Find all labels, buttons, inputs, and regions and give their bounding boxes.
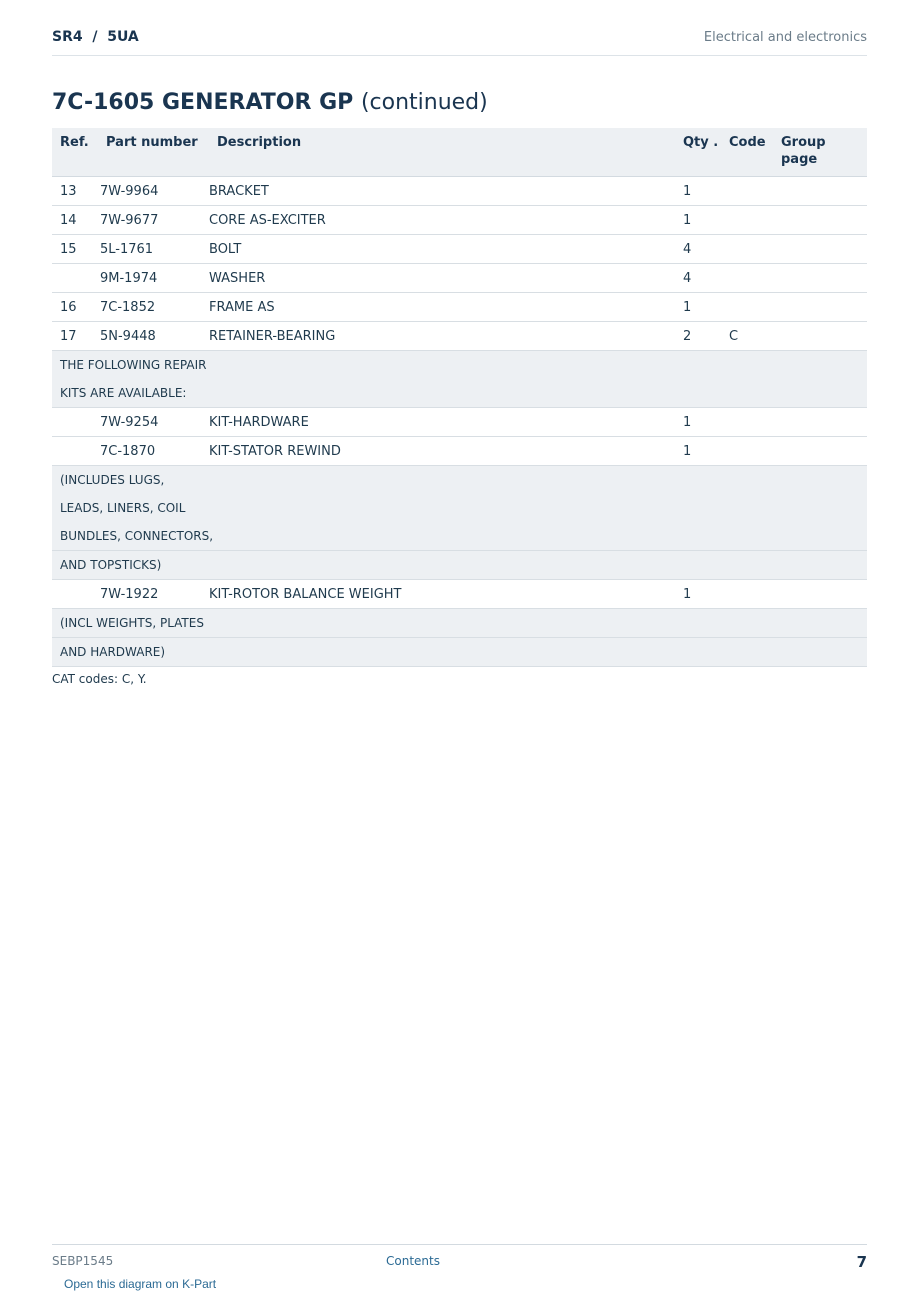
ref-cell: 14 [52,206,98,235]
note-line: LEADS, LINERS, COIL [60,501,186,515]
column-header-description: Description [209,128,682,177]
group-page-cell [781,437,867,466]
table-row [52,322,867,351]
group-page-cell [781,206,867,235]
description-cell: WASHER [209,264,682,293]
ref-cell [52,264,98,293]
qty-cell: 1 [682,177,728,206]
group-page-cell [781,177,867,206]
description-cell: BRACKET [209,177,682,206]
code-cell: C [728,322,781,351]
table-row [52,206,867,235]
ref-cell [52,408,98,437]
note-line: AND TOPSTICKS) [60,558,162,572]
code-cell [728,264,781,293]
description-cell: KIT-ROTOR BALANCE WEIGHT [209,580,682,609]
ref-cell [52,437,98,466]
group-page-cell [781,322,867,351]
part-number-cell: 9M-1974 [98,264,209,293]
note-row [52,638,867,667]
note-line: (INCLUDES LUGS, [60,473,165,487]
part-number-cell: 7W-1922 [98,580,209,609]
description-cell: KIT-STATOR REWIND [209,437,682,466]
part-number-cell: 7W-9677 [98,206,209,235]
table-header-row [52,128,867,177]
column-header-group-page: Group page [781,128,867,177]
column-header-code: Code [728,128,781,177]
table-row [52,235,867,264]
part-number-cell: 5N-9448 [98,322,209,351]
document-id: SEBP1545 [52,1254,114,1268]
part-number-cell: 7W-9964 [98,177,209,206]
code-cell [728,235,781,264]
part-number-cell: 5L-1761 [98,235,209,264]
note-row [52,609,867,638]
page-title [52,90,488,115]
qty-cell: 4 [682,235,728,264]
ref-cell: 15 [52,235,98,264]
note-line: THE FOLLOWING REPAIR [60,358,207,372]
table-row [52,580,867,609]
table-row [52,437,867,466]
description-cell: CORE AS-EXCITER [209,206,682,235]
group-page-cell [781,408,867,437]
title-suffix: (continued) [360,90,488,115]
table-row [52,264,867,293]
page-header [52,28,867,56]
group-page-cell [781,264,867,293]
page-number: 7 [856,1253,867,1271]
note-line: AND HARDWARE) [60,645,166,659]
note-cell [52,609,867,638]
group-page-cell [781,235,867,264]
model-breadcrumb: SR4 / 5UA [52,29,139,45]
code-cell [728,580,781,609]
page-footer [52,1244,867,1291]
qty-cell: 2 [682,322,728,351]
note-line: BUNDLES, CONNECTORS, [60,529,214,543]
note-line: KITS ARE AVAILABLE: [60,386,187,400]
part-number-cell: 7C-1852 [98,293,209,322]
ref-cell: 17 [52,322,98,351]
note-row [52,551,867,580]
ref-cell [52,580,98,609]
section-title: Electrical and electronics [703,30,867,45]
table-row [52,293,867,322]
qty-cell: 1 [682,408,728,437]
cat-codes: CAT codes: C, Y. [52,672,147,686]
table-row [52,408,867,437]
description-cell: KIT-HARDWARE [209,408,682,437]
description-cell: RETAINER-BEARING [209,322,682,351]
description-cell: FRAME AS [209,293,682,322]
part-number-cell: 7C-1870 [98,437,209,466]
note-cell [52,466,867,551]
code-cell [728,437,781,466]
qty-cell: 1 [682,293,728,322]
ref-cell: 13 [52,177,98,206]
qty-cell: 1 [682,206,728,235]
group-page-cell [781,580,867,609]
ref-cell: 16 [52,293,98,322]
column-header-qty: Qty . [682,128,728,177]
column-header-part-number: Part number [98,128,209,177]
parts-table [52,128,867,667]
title-main: 7C-1605 GENERATOR GP [52,90,354,115]
note-row [52,351,867,408]
description-cell: BOLT [209,235,682,264]
code-cell [728,206,781,235]
part-number-cell: 7W-9254 [98,408,209,437]
note-cell [52,351,867,408]
contents-link[interactable]: Contents [386,1254,440,1268]
note-line: (INCL WEIGHTS, PLATES [60,616,204,630]
code-cell [728,408,781,437]
parts-table-body [52,177,867,667]
code-cell [728,177,781,206]
note-cell [52,638,867,667]
qty-cell: 4 [682,264,728,293]
qty-cell: 1 [682,580,728,609]
column-header-ref: Ref. [52,128,98,177]
note-row [52,466,867,551]
group-page-cell [781,293,867,322]
table-row [52,177,867,206]
note-cell [52,551,867,580]
code-cell [728,293,781,322]
qty-cell: 1 [682,437,728,466]
kpart-link[interactable]: Open this diagram on K-Part [64,1277,217,1291]
